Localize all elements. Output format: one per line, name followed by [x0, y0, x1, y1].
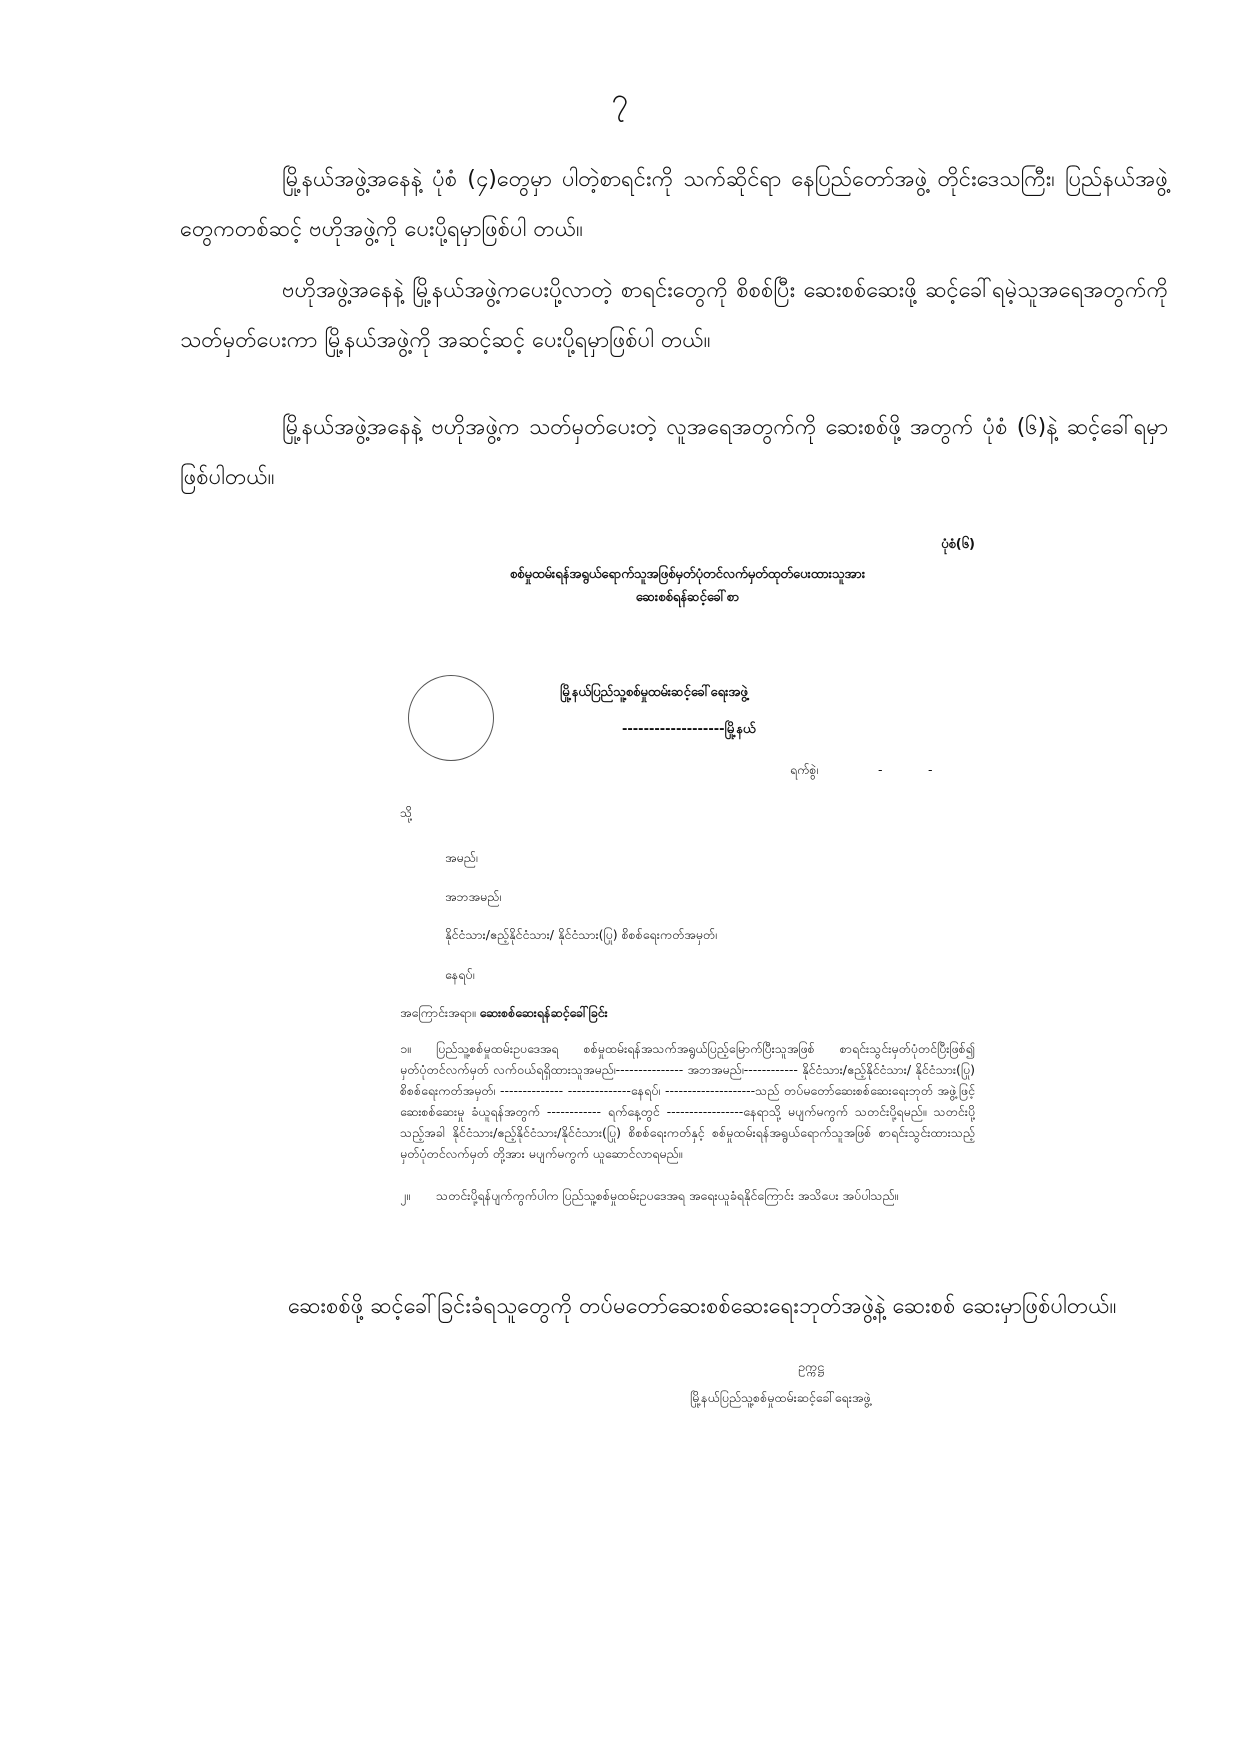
recipient-name-line: အမည်၊ [445, 850, 478, 865]
form-item-2 [400, 1185, 975, 1206]
recipient-father-name-line: အဘအမည်၊ [445, 889, 502, 904]
issuing-organization: မြို့နယ်ပြည်သူ့စစ်မှုထမ်းဆင့်ခေါ်ရေးအဖွဲ့ [560, 685, 748, 700]
form-title-line-2: ဆေးစစ်ရန်ဆင့်ခေါ်စာ [635, 590, 740, 605]
page-number: ၇ [611, 82, 629, 117]
recipient-id-card-line: နိုင်ငံသား/ဧည့်နိုင်ငံသား/ နိုင်ငံသား(ပြု) စိစစ်ရေးကတ်အမှတ်၊ [445, 927, 718, 942]
body-paragraph-4: ဆေးစစ်ဖို့ ဆင့်ခေါ်ခြင်းခံရသူတွေကို တပ်မတော်ဆေးစစ်ဆေးရေးဘုတ်အဖွဲ့နဲ့ ဆေးစစ် ဆေးမှာဖြစ်ပါတယ်။ [288, 1294, 1117, 1319]
subject-label: အကြောင်းအရာ။ [400, 1005, 476, 1020]
signature-title: ဥက္ကဋ္ဌ [798, 1359, 824, 1374]
subject-text: ဆေးစစ်ဆေးရန်ဆင့်ခေါ်ခြင်း [479, 1005, 608, 1020]
body-paragraph-1: မြို့နယ်အဖွဲ့အနေနဲ့ ပုံစံ (၄)တွေမှာ ပါတဲ့စာရင်းကို သက်ဆိုင်ရာ နေပြည်တော်အဖွဲ့ တိုင်းဒေသကြီး၊ ပြည်နယ်အဖွဲ့တွေကတစ်ဆင့် ဗဟိုအဖွဲ့ကို ပေးပို့ရမှာဖြစ်ပါ တယ်။ [180, 167, 1168, 242]
seal-circle-icon [408, 675, 494, 761]
form-title [400, 563, 975, 609]
form-item-1 [400, 1038, 975, 1164]
body-paragraph-3: မြို့နယ်အဖွဲ့အနေနဲ့ ဗဟိုအဖွဲ့က သတ်မှတ်ပေးတဲ့ လူအရေအတွက်ကို ဆေးစစ်ဖို့ အတွက် ပုံစံ (၆)နဲ့ ဆင့်ခေါ်ရမှာဖြစ်ပါတယ်။ [180, 415, 1168, 490]
date-separator: - [928, 762, 933, 777]
body-paragraph-2: ဗဟိုအဖွဲ့အနေနဲ့ မြို့နယ်အဖွဲ့ကပေးပို့လာတဲ့ စာရင်းတွေကို စိစစ်ပြီး ဆေးစစ်ဆေးဖို့ ဆင့်ခေါ်ရမဲ့သူအရေအတွက်ကို သတ်မှတ်ပေးကာ မြို့နယ်အဖွဲ့ကို အဆင့်ဆင့် ပေးပို့ရမှာဖြစ်ပါ တယ်။ [180, 278, 1168, 353]
item-number: ၁။ [400, 1041, 411, 1056]
item-text: ပြည်သူ့စစ်မှုထမ်းဥပဒေအရ စစ်မှုထမ်းရန်အသက်အရွယ်ပြည့်မြောက်ပြီးသူအဖြစ် စာရင်းသွင်းမှတ်ပုံတင်ပြီးဖြစ်၍ မှတ်ပုံတင်လက်မှတ် လက်ဝယ်ရရှိထားသူအမည်၊--------------- အဘအမည်၊------------ နိုင်ငံသား/ဧည့်နိုင်ငံသား/ နိုင်ငံသား(ပြု) စိစစ်ရေးကတ်အမှတ်၊ -------------- --------------နေရပ်၊ --------------------သည် တပ်မတော်ဆေးစစ်ဆေးရေးဘုတ် အဖွဲ့ဖြင့် ဆေးစစ်ဆေးမှု ခံယူရန်အတွက် ------------ ရက်နေ့တွင် -----------------နေရာသို့ မပျက်မကွက် သတင်းပို့ရမည်။ သတင်းပို့သည့်အခါ နိုင်ငံသား/ဧည့်နိုင်ငံသား/နိုင်ငံသား(ပြု) စိစစ်ရေးကတ်နှင့် စစ်မှုထမ်းရန်အရွယ်ရောက်သူအဖြစ် စာရင်းသွင်းထားသည့် မှတ်ပုံတင်လက်မှတ် တို့အား မပျက်မကွက် ယူဆောင်လာရမည်။ [400, 1041, 975, 1161]
item-text: သတင်းပို့ရန်ပျက်ကွက်ပါက ပြည်သူ့စစ်မှုထမ်းဥပဒေအရ အရေးယူခံရနိုင်ကြောင်း အသိပေး အပ်ပါသည်။ [436, 1188, 899, 1203]
date-label: ရက်စွဲ၊ [790, 762, 819, 777]
item-number: ၂။ [400, 1188, 410, 1203]
form-code: ပုံစံ(၆) [941, 537, 975, 552]
form-title-line-1: စစ်မှုထမ်းရန်အရွယ်ရောက်သူအဖြစ်မှတ်ပုံတင်လက်မှတ်ထုတ်ပေးထားသူအား [509, 567, 866, 582]
signature-organization: မြို့နယ်ပြည်သူ့စစ်မှုထမ်းဆင့်ခေါ်ရေးအဖွဲ့ [690, 1390, 871, 1405]
to-label: သို့ [400, 805, 413, 820]
date-separator: - [878, 762, 883, 777]
recipient-address-line: နေရပ်၊ [445, 967, 475, 982]
subject-line [400, 1003, 608, 1023]
township-line: -------------------မြို့နယ် [622, 722, 756, 737]
